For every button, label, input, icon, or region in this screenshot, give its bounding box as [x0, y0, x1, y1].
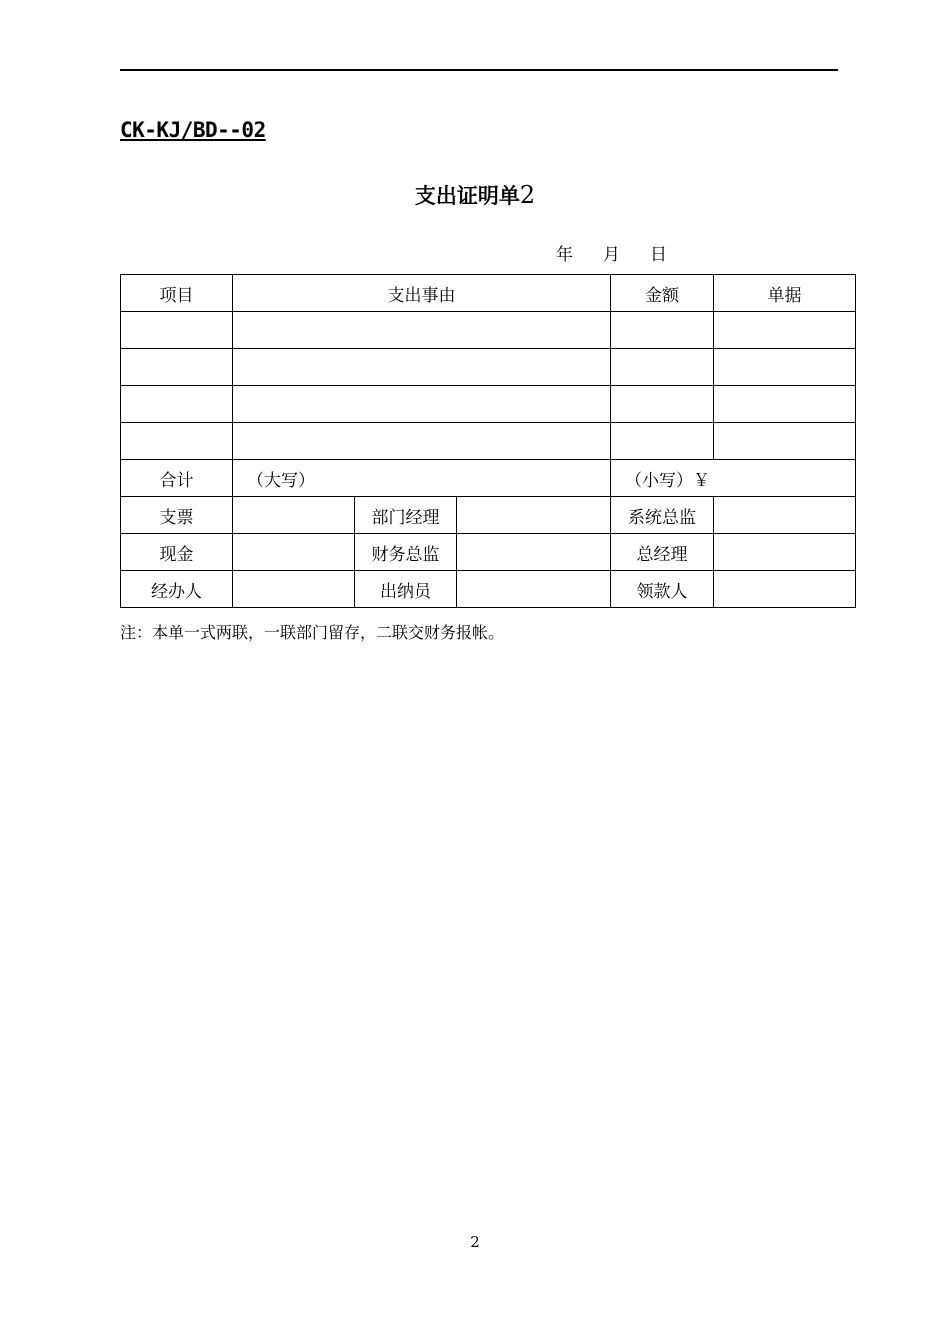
handler-label: 经办人 — [121, 571, 233, 608]
item-cell[interactable] — [121, 423, 233, 460]
department-manager-label: 部门经理 — [355, 497, 457, 534]
table-row — [121, 349, 856, 386]
amount-cell[interactable] — [611, 423, 714, 460]
check-field[interactable] — [233, 497, 355, 534]
item-cell[interactable] — [121, 312, 233, 349]
page-number: 2 — [470, 1233, 480, 1251]
check-label: 支票 — [121, 497, 233, 534]
cash-field[interactable] — [233, 534, 355, 571]
table-header-row — [121, 275, 856, 312]
expense-voucher-table — [120, 274, 856, 608]
cashier-label: 出纳员 — [355, 571, 457, 608]
signature-row-3 — [121, 571, 856, 608]
reason-cell[interactable] — [233, 312, 611, 349]
footnote: 注：本单一式两联，一联部门留存，二联交财务报帐。 — [120, 623, 505, 642]
date-line — [556, 240, 667, 265]
amount-cell[interactable] — [611, 312, 714, 349]
signature-row-2 — [121, 534, 856, 571]
form-title-number: 2 — [519, 181, 536, 209]
total-label: 合计 — [121, 460, 233, 497]
receipt-cell[interactable] — [714, 349, 856, 386]
system-director-field[interactable] — [714, 497, 856, 534]
form-title — [0, 180, 950, 210]
form-title-text: 支出证明单 — [414, 184, 520, 208]
cash-label: 现金 — [121, 534, 233, 571]
table-row — [121, 386, 856, 423]
total-row — [121, 460, 856, 497]
header-receipt: 单据 — [714, 275, 856, 312]
table-row — [121, 423, 856, 460]
date-day-label: 日 — [650, 245, 667, 265]
header-rule — [120, 69, 838, 71]
department-manager-field[interactable] — [457, 497, 611, 534]
receipt-cell[interactable] — [714, 423, 856, 460]
amount-cell[interactable] — [611, 386, 714, 423]
table-row — [121, 312, 856, 349]
document-code: CK-KJ/BD--02 — [120, 118, 266, 142]
date-month-label: 月 — [603, 245, 620, 265]
total-lowercase-field[interactable]: （小写）￥ — [611, 460, 856, 497]
recipient-field[interactable] — [714, 571, 856, 608]
finance-director-label: 财务总监 — [355, 534, 457, 571]
total-uppercase-field[interactable]: （大写） — [233, 460, 611, 497]
date-year-label: 年 — [556, 245, 573, 265]
header-amount: 金额 — [611, 275, 714, 312]
item-cell[interactable] — [121, 386, 233, 423]
header-item: 项目 — [121, 275, 233, 312]
general-manager-field[interactable] — [714, 534, 856, 571]
system-director-label: 系统总监 — [611, 497, 714, 534]
cashier-field[interactable] — [457, 571, 611, 608]
header-reason: 支出事由 — [233, 275, 611, 312]
reason-cell[interactable] — [233, 423, 611, 460]
reason-cell[interactable] — [233, 386, 611, 423]
handler-field[interactable] — [233, 571, 355, 608]
reason-cell[interactable] — [233, 349, 611, 386]
receipt-cell[interactable] — [714, 386, 856, 423]
general-manager-label: 总经理 — [611, 534, 714, 571]
amount-cell[interactable] — [611, 349, 714, 386]
signature-row-1 — [121, 497, 856, 534]
receipt-cell[interactable] — [714, 312, 856, 349]
item-cell[interactable] — [121, 349, 233, 386]
finance-director-field[interactable] — [457, 534, 611, 571]
recipient-label: 领款人 — [611, 571, 714, 608]
